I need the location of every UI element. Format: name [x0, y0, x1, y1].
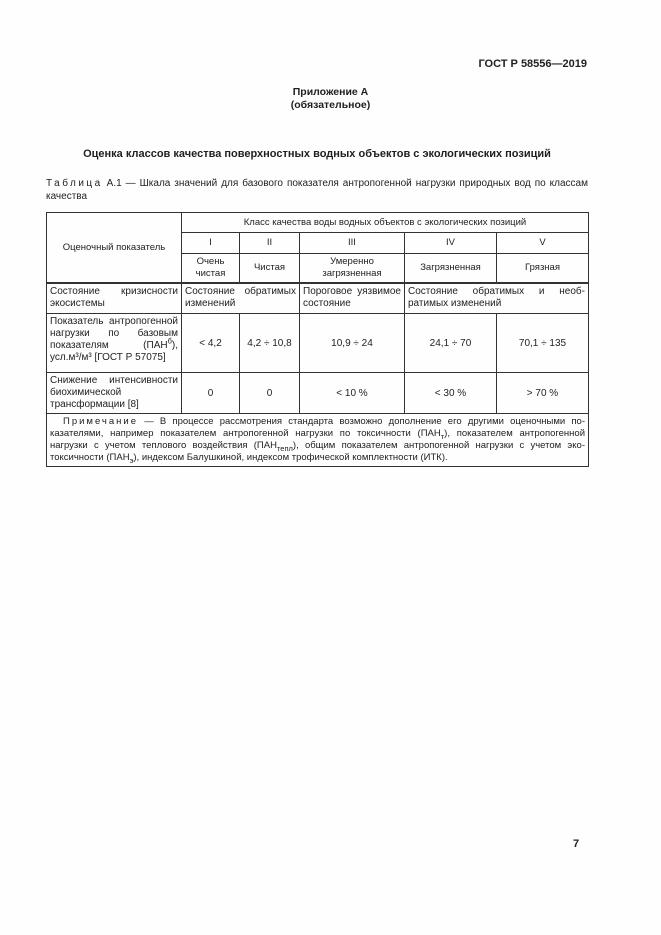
note-text-3: ), общим показателем антропогенной нагрузки с учетом экотоксичности (ПАН [50, 440, 585, 463]
class-number-2: II [240, 233, 300, 254]
row-label-biochemical: Снижение интенсивности биохимической трансформации [8] [47, 373, 182, 414]
table-caption-text: А.1 — Шкала значений для базового показателя антропогенной нагрузки природных вод по классам качества [46, 178, 588, 202]
pan-value-class-5: 70,1 ÷ 135 [497, 314, 589, 373]
row-label-ecosystem-state: Состояние кризисности экосистемы [47, 283, 182, 314]
class-name-3: Умеренно загрязненная [300, 254, 405, 283]
note-row [47, 414, 589, 467]
appendix-heading [0, 86, 661, 112]
bio-value-class-1: 0 [182, 373, 240, 414]
note-text-1: — В процессе рассмотрения стандарта возможно дополнение его другими оценочными показателями, например показателем антропогенной нагрузки по токсичности (ПАН [50, 416, 585, 439]
table-caption-word: Таблица [46, 178, 103, 189]
class-number-5: V [497, 233, 589, 254]
class-number-4: IV [405, 233, 497, 254]
note-label: Примечание [63, 416, 138, 427]
note-text-2: ), показателем антропогенной нагрузки с учетом теплового воздействия (ПАН [50, 428, 585, 451]
class-number-3: III [300, 233, 405, 254]
pan-superscript: б [167, 336, 172, 346]
appendix-type: (обязательное) [290, 99, 371, 111]
state-class-3: Пороговое уязвимое состояние [300, 283, 405, 314]
bio-value-class-3: < 10 % [300, 373, 405, 414]
appendix-label: Приложение А [292, 86, 369, 98]
pan-value-class-2: 4,2 ÷ 10,8 [240, 314, 300, 373]
pan-label-text: Показатель антропогенной нагрузки по базовым показателям (ПАН [50, 316, 178, 351]
pan-value-class-4: 24,1 ÷ 70 [405, 314, 497, 373]
note-subscript-3: э [129, 455, 134, 465]
pan-indicator-row [47, 314, 589, 373]
bio-value-class-5: > 70 % [497, 373, 589, 414]
page-title: Оценка классов качества поверхностных водных объектов с экологических позиций [83, 148, 551, 160]
class-name-2: Чистая [240, 254, 300, 283]
table-note [47, 414, 589, 467]
note-text-4: ), индексом Балушкиной, индексом трофической комплектности (ИТК). [133, 452, 448, 463]
row-label-pan [47, 314, 182, 373]
pan-label-text-2: ), усл.м³/м³ [ГОСТ Р 57075] [50, 340, 178, 363]
pan-value-class-1: < 4,2 [182, 314, 240, 373]
note-subscript-1: т [440, 431, 445, 441]
ecosystem-state-row [47, 283, 589, 314]
state-class-4-5: Состояние обратимых и необратимых изменений [405, 283, 589, 314]
class-name-1: Очень чистая [182, 254, 240, 283]
class-name-5: Грязная [497, 254, 589, 283]
table-header-row [47, 213, 589, 233]
doc-number: ГОСТ Р 58556—2019 [478, 58, 587, 70]
pan-value-class-3: 10,9 ÷ 24 [300, 314, 405, 373]
note-subscript-2: тепл [276, 443, 293, 453]
bio-value-class-2: 0 [240, 373, 300, 414]
class-name-4: Загрязненная [405, 254, 497, 283]
bio-value-class-4: < 30 % [405, 373, 497, 414]
biochemical-row [47, 373, 589, 414]
state-class-1-2: Состояние обратимых изменений [182, 283, 300, 314]
class-number-1: I [182, 233, 240, 254]
page-number: 7 [573, 838, 580, 850]
table-caption [46, 178, 588, 203]
col-header-indicator: Оценочный показатель [47, 213, 182, 283]
col-header-classes: Класс качества воды водных объектов с экологических позиций [182, 213, 589, 233]
quality-table [46, 212, 589, 467]
